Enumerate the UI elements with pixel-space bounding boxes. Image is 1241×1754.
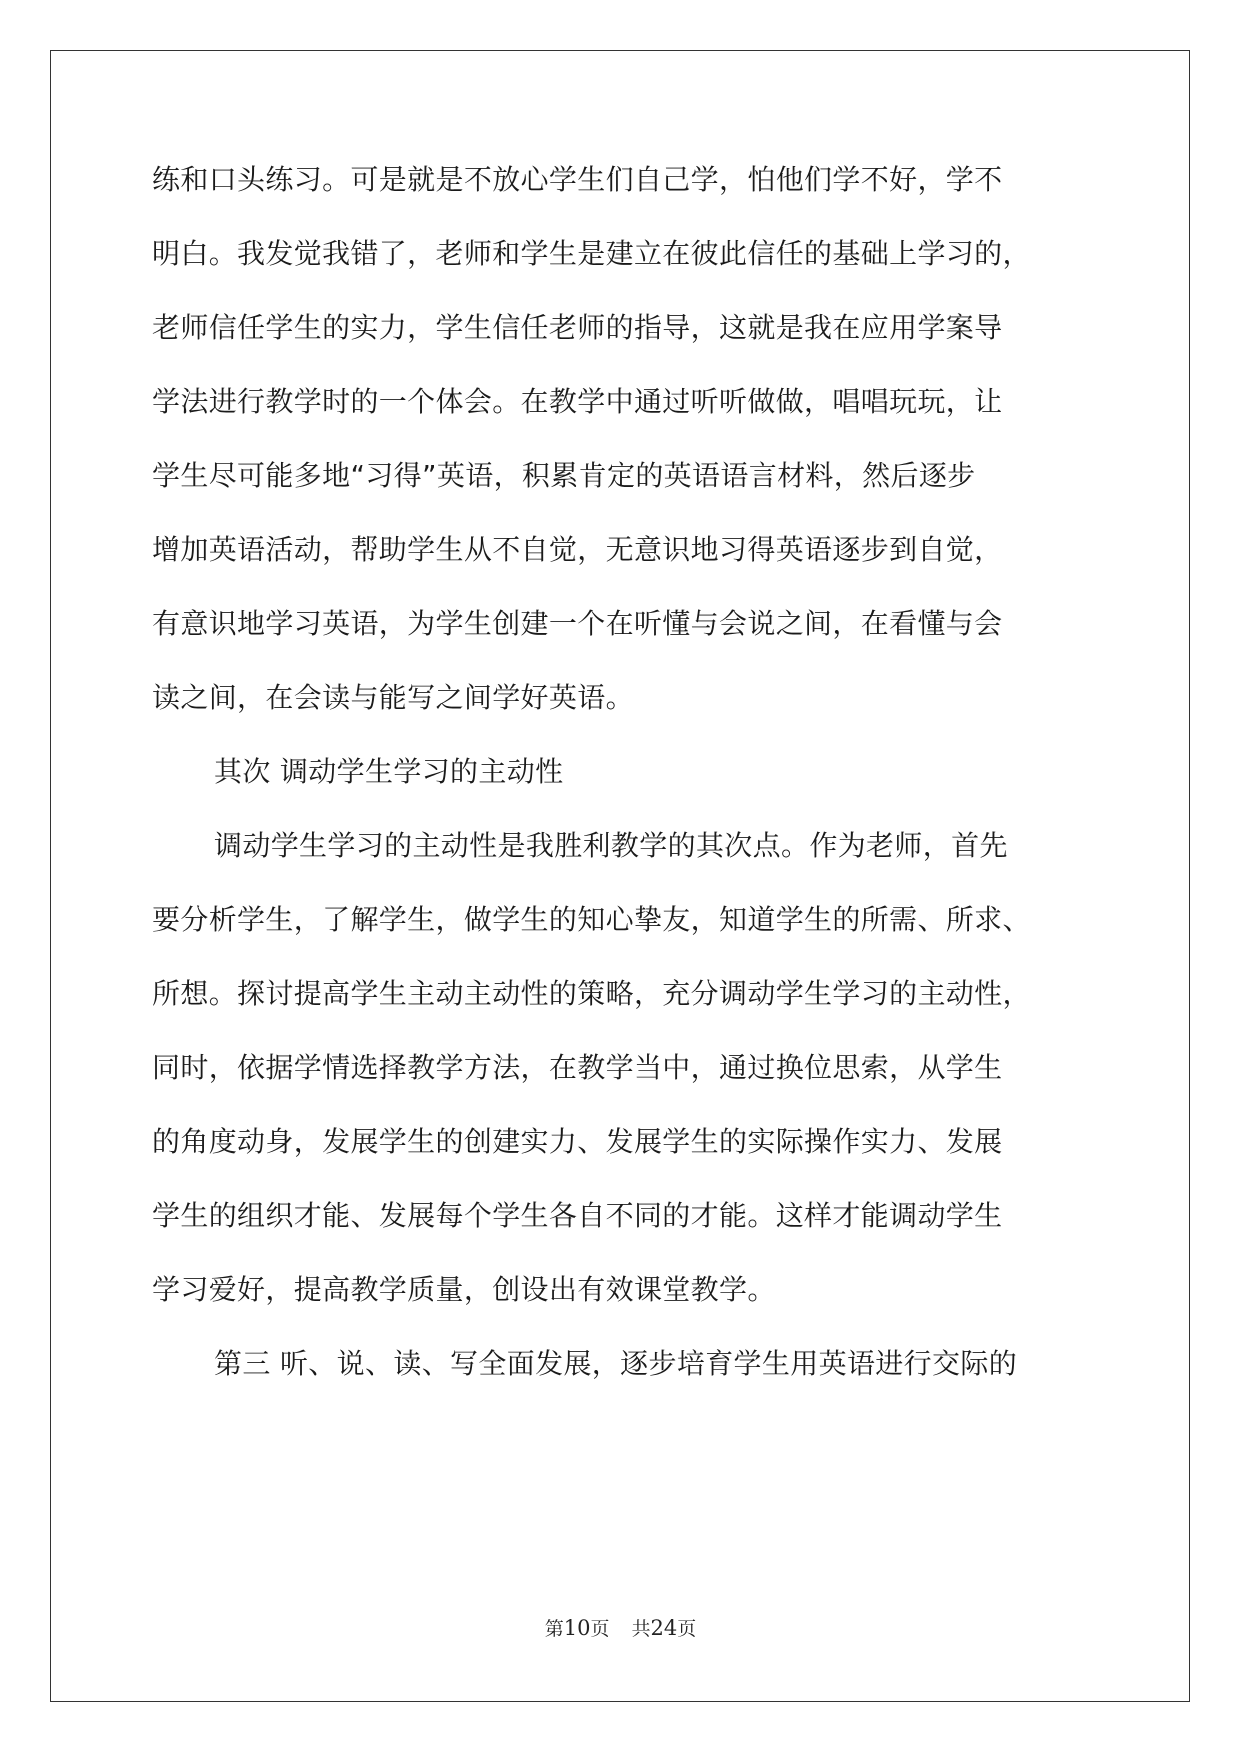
text-line: 读之间，在会读与能写之间学好英语。: [152, 681, 634, 714]
text-line: 学习爱好，提高教学质量，创设出有效课堂教学。: [152, 1273, 776, 1306]
paragraph-first-line: 调动学生学习的主动性是我胜利教学的其次点。作为老师，首先: [214, 829, 1008, 862]
text-line: 所想。探讨提高学生主动主动性的策略，充分调动学生学习的主动性，: [152, 977, 1031, 1010]
total-suffix: 页: [677, 1618, 697, 1640]
page-prefix: 第: [544, 1618, 564, 1640]
text-line: 的角度动身，发展学生的创建实力、发展学生的实际操作实力、发展: [152, 1125, 1003, 1158]
text-line: 老师信任学生的实力，学生信任老师的指导，这就是我在应用学案导: [152, 311, 1003, 344]
text-line: 增加英语活动，帮助学生从不自觉，无意识地习得英语逐步到自觉，: [152, 533, 1003, 566]
section-heading: 第三 听、说、读、写全面发展，逐步培育学生用英语进行交际的: [214, 1347, 1018, 1380]
total-prefix: 共: [631, 1618, 651, 1640]
page-suffix: 页: [590, 1618, 610, 1640]
total-pages: 24: [650, 1616, 678, 1640]
text-line: 明白。我发觉我错了，老师和学生是建立在彼此信任的基础上学习的，: [152, 237, 1031, 270]
text-line: 同时，依据学情选择教学方法，在教学当中，通过换位思索，从学生: [152, 1051, 1003, 1084]
page-number: 10: [563, 1616, 591, 1640]
text-line: 有意识地学习英语，为学生创建一个在听懂与会说之间，在看懂与会: [152, 607, 1003, 640]
text-line: 学生尽可能多地“习得”英语，积累肯定的英语语言材料，然后逐步: [152, 459, 976, 492]
text-line: 练和口头练习。可是就是不放心学生们自己学，怕他们学不好，学不: [152, 163, 1003, 196]
page-footer: [0, 1614, 1241, 1641]
text-line: 要分析学生，了解学生，做学生的知心挚友，知道学生的所需、所求、: [152, 903, 1031, 936]
section-heading: 其次 调动学生学习的主动性: [214, 755, 564, 788]
page-border: [50, 50, 1190, 1702]
text-line: 学法进行教学时的一个体会。在教学中通过听听做做，唱唱玩玩，让: [152, 385, 1003, 418]
text-line: 学生的组织才能、发展每个学生各自不同的才能。这样才能调动学生: [152, 1199, 1003, 1232]
